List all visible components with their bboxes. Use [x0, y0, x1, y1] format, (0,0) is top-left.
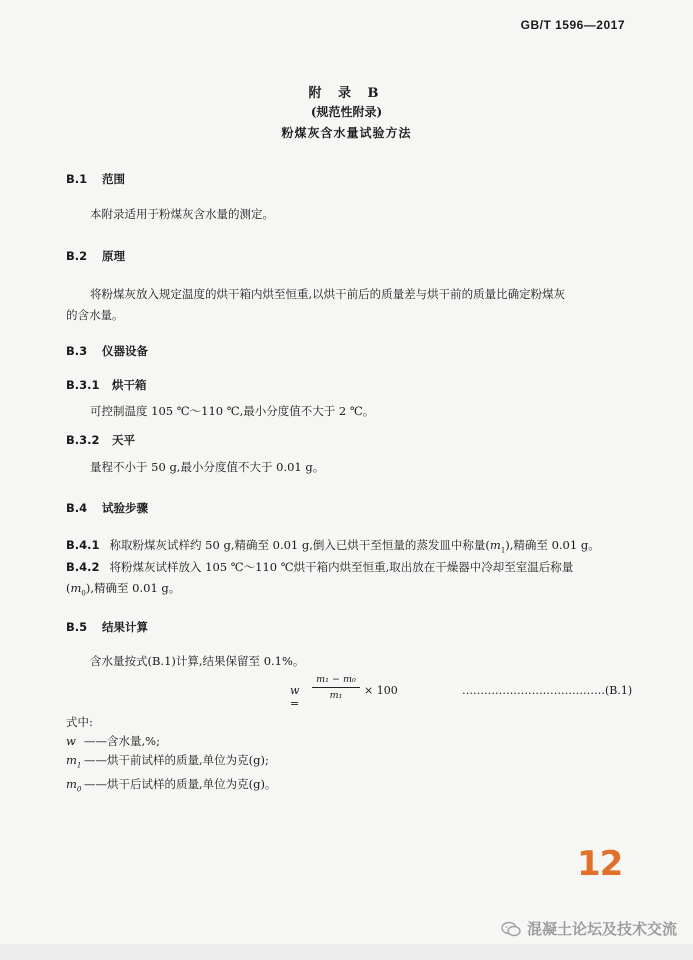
section-number: B.3.2 [66, 433, 100, 447]
symbol: $m_1$ [66, 753, 82, 770]
bottom-strip [0, 944, 693, 960]
section-b4-heading [66, 500, 148, 516]
annex-label: 附 录 B [308, 86, 385, 101]
page-number: 12 [577, 844, 623, 884]
definition-row [66, 751, 277, 775]
symbol-m: m [489, 538, 501, 552]
symbol-m: m [70, 581, 82, 595]
section-number: B.2 [66, 249, 88, 263]
section-b5-heading [66, 619, 148, 635]
section-b2-body [66, 284, 636, 326]
symbol-definitions [66, 713, 277, 800]
section-title: 原理 [102, 249, 126, 263]
section-title: 烘干箱 [112, 378, 147, 392]
watermark [501, 918, 677, 939]
open-paren: ( [66, 581, 71, 595]
section-b32-body: 量程不小于 50 g,最小分度值不大于 0.01 g。 [90, 460, 325, 474]
symbol: w [66, 734, 76, 748]
section-b31-heading [66, 377, 147, 393]
definition-text: ——烘干后试样的质量,单位为克(g)。 [84, 777, 277, 792]
watermark-text: 混凝土论坛及技术交流 [526, 920, 677, 938]
definition-text: ——烘干前试样的质量,单位为克(g); [84, 753, 269, 767]
formula-reference: …………………………………(B.1) [462, 684, 633, 697]
clause-text: ),精确至 0.01 g。 [85, 581, 181, 595]
definition-row [66, 732, 277, 751]
symbol-subscript: 0 [81, 589, 86, 598]
section-title: 天平 [112, 433, 136, 447]
section-b42-body [66, 557, 636, 604]
section-b2-heading [66, 248, 125, 264]
section-title: 试验步骤 [102, 501, 149, 515]
section-number: B.5 [66, 620, 88, 634]
formula-fraction [312, 674, 360, 701]
formula-lhs: w = [290, 684, 300, 710]
annex-title: 粉煤灰含水量试验方法 [281, 126, 412, 140]
definitions-intro: 式中: [66, 715, 93, 729]
body-line: 的含水量。 [66, 308, 124, 322]
section-number: B.4 [66, 501, 88, 515]
section-title: 仪器设备 [102, 344, 149, 358]
formula-multiplier: × 100 [364, 684, 398, 697]
clause-number: B.4.1 [66, 538, 100, 552]
section-number: B.3 [66, 344, 88, 358]
definition-row [66, 775, 277, 799]
section-b1-body: 本附录适用于粉煤灰含水量的测定。 [90, 207, 274, 221]
annex-type: (规范性附录) [310, 105, 383, 119]
section-number: B.3.1 [66, 378, 100, 392]
clause-text: 将粉煤灰试样放入 105 ℃～110 ℃烘干箱内烘至恒重,取出放在干燥器中冷却至室温后称量 [109, 560, 574, 574]
formula-numerator: m₁ − m₀ [316, 674, 356, 685]
section-b3-heading [66, 343, 148, 359]
section-b5-intro: 含水量按式(B.1)计算,结果保留至 0.1%。 [90, 654, 305, 668]
formula-denominator: m₁ [329, 690, 343, 701]
definition-text: ——含水量,%; [84, 734, 160, 748]
section-b31-body: 可控制温度 105 ℃～110 ℃,最小分度值不大于 2 ℃。 [90, 404, 375, 418]
fraction-bar [312, 687, 360, 688]
clause-text: ),精确至 0.01 g。 [505, 538, 600, 552]
clause-text: 称取粉煤灰试样约 50 g,精确至 0.01 g,倒入已烘干至恒量的蒸发皿中称量( [109, 538, 490, 552]
section-number: B.1 [66, 172, 88, 186]
section-title: 范围 [102, 172, 126, 186]
standard-code: GB/T 1596—2017 [520, 18, 625, 32]
wechat-icon [501, 921, 521, 937]
clause-number: B.4.2 [66, 560, 100, 574]
section-b32-heading [66, 432, 135, 448]
section-b1-heading [66, 171, 125, 187]
section-title: 结果计算 [102, 620, 149, 634]
symbol-subscript: 1 [500, 546, 506, 555]
body-line: 将粉煤灰放入规定温度的烘干箱内烘至恒重,以烘干前后的质量差与烘干前的质量比确定粉煤灰 [90, 287, 566, 301]
symbol: $m_0$ [66, 777, 82, 794]
